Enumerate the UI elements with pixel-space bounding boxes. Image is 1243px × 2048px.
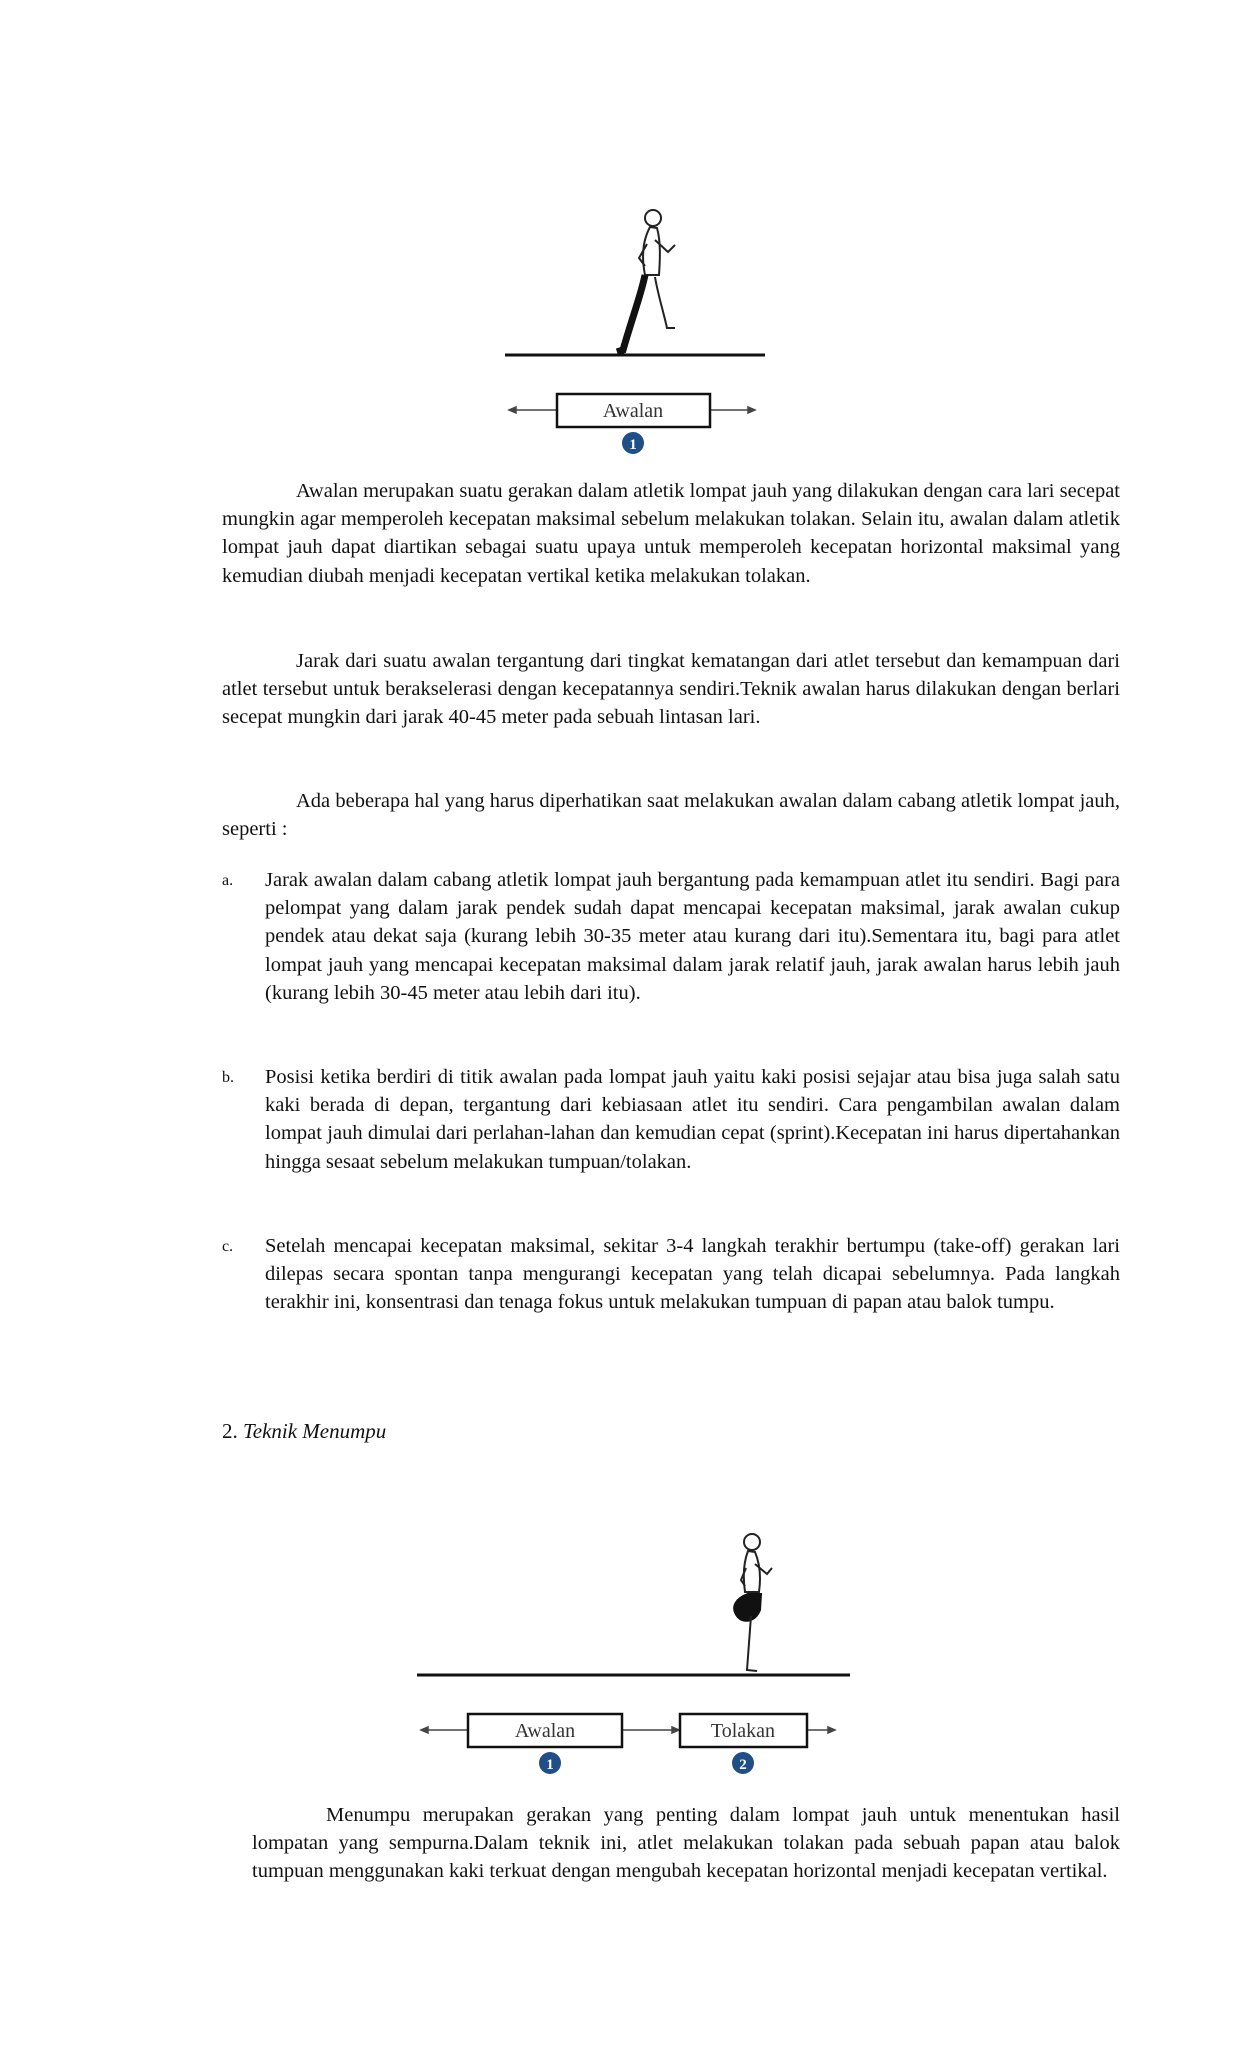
paragraph-menumpu-definition: Menumpu merupakan gerakan yang penting dalam lompat jauh untuk menentukan hasil lompatan yang sempurna.Dalam teknik ini, atlet melakukan tolakan pada sebuah papan atau balok tumpuan menggunakan kaki terkuat dengan mengubah kecepatan horizontal menjadi kecepatan vertikal.	[252, 1804, 1120, 1883]
runner-illustration	[617, 210, 675, 352]
list-item-b: Posisi ketika berdiri di titik awalan pada lompat jauh yaitu kaki posisi sejajar atau bisa juga salah satu kaki berada di depan, tergantung dari kebiasaan atlet itu sendiri. Cara pengambilan awalan dalam lompat jauh dimulai dari perlahan-lahan dan kemudian cepat (sprint).Kecepatan ini harus dipertahankan hingga sesaat sebelum melakukan tumpuan/tolakan.	[265, 1066, 1120, 1173]
step-badge-1-number: 1	[629, 437, 637, 453]
list-marker-a: a.	[222, 872, 234, 889]
step-badge-2-number: 2	[739, 1757, 747, 1773]
step-badge-1b-number: 1	[546, 1757, 554, 1773]
list-item-c: Setelah mencapai kecepatan maksimal, sekitar 3-4 langkah terakhir bertumpu (take-off) gerakan lari dilepas secara spontan tanpa mengurangi kecepatan yang telah dicapai sebelumnya. Pada langkah terakhir ini, konsentrasi dan tenaga fokus untuk melakukan tumpuan di papan atau balok tumpu.	[265, 1235, 1120, 1314]
figure-tolakan	[415, 1520, 855, 1780]
paragraph-awalan-distance: Jarak dari suatu awalan tergantung dari tingkat kematangan dari atlet tersebut dan kemampuan dari atlet tersebut untuk berakselerasi dengan kecepatannya sendiri.Teknik awalan harus dilakukan dengan berlari secepat mungkin dari jarak 40-45 meter pada sebuah lintasan lari.	[222, 650, 1120, 729]
awalan-box-label: Awalan	[602, 400, 664, 422]
section-number: 2.	[222, 1419, 238, 1443]
takeoff-runner-illustration	[734, 1534, 772, 1671]
list-item-a: Jarak awalan dalam cabang atletik lompat jauh bergantung pada kemampuan atlet itu sendiri. Bagi para pelompat yang dalam jarak pendek sudah dapat mencapai kecepatan maksimal, jarak awalan cukup pendek atau dekat saja (kurang lebih 30-35 meter atau kurang dari itu).Sementara itu, bagi para atlet lompat jauh yang mencapai kecepatan maksimal dalam jarak relatif jauh, jarak awalan harus lebih jauh (kurang lebih 30-45 meter atau lebih dari itu).	[265, 869, 1120, 1004]
paragraph-awalan-notes-intro: Ada beberapa hal yang harus diperhatikan saat melakukan awalan dalam cabang atletik lompat jauh, seperti :	[222, 790, 1120, 841]
awalan-box-2-label: Awalan	[514, 1720, 576, 1742]
section-heading-teknik-menumpu	[222, 1419, 386, 1444]
tolakan-box-label: Tolakan	[710, 1720, 776, 1742]
figure-awalan	[495, 200, 765, 460]
list-marker-b: b.	[222, 1069, 234, 1086]
list-marker-c: c.	[222, 1238, 234, 1255]
paragraph-awalan-definition: Awalan merupakan suatu gerakan dalam atletik lompat jauh yang dilakukan dengan cara lari secepat mungkin agar memperoleh kecepatan maksimal sebelum melakukan tolakan. Selain itu, awalan dalam atletik lompat jauh dapat diartikan sebagai suatu upaya untuk memperoleh kecepatan horizontal maksimal yang kemudian diubah menjadi kecepatan vertikal ketika melakukan tolakan.	[222, 480, 1120, 587]
section-title: Teknik Menumpu	[243, 1419, 387, 1443]
